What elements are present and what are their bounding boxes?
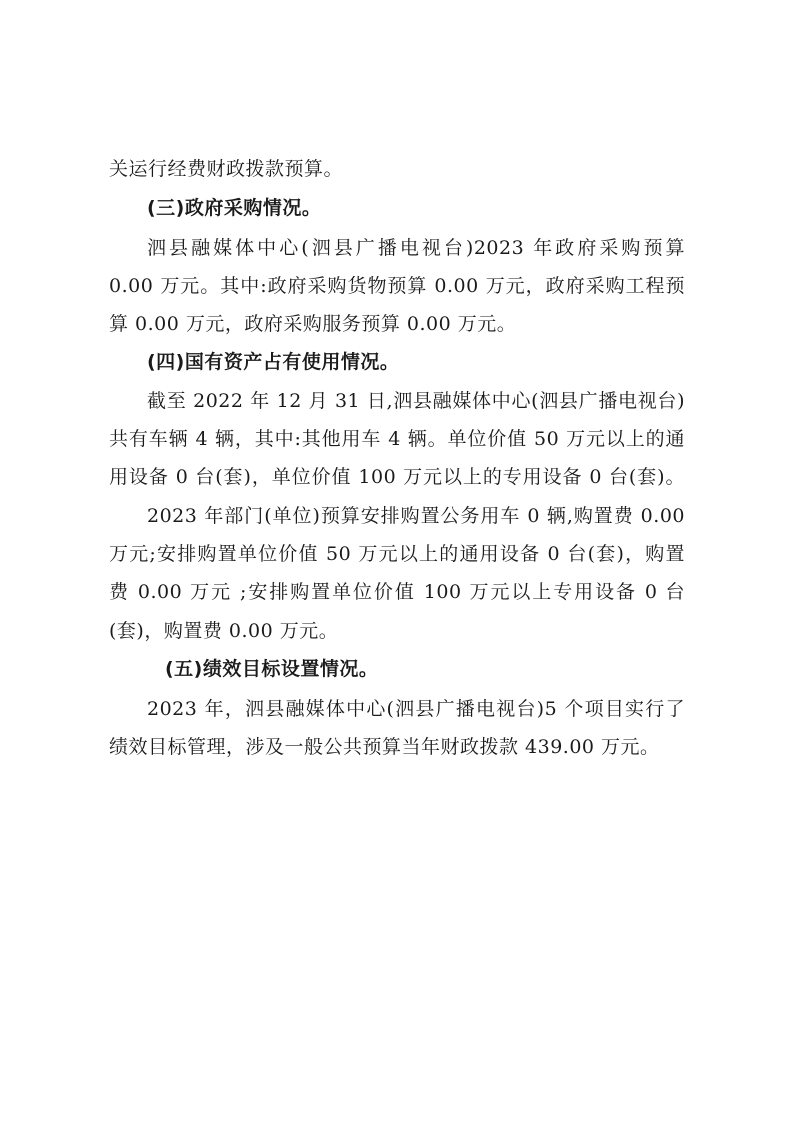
paragraph-line: 万元;安排购置单位价值 50 万元以上的通用设备 0 台(套)，购置 — [109, 543, 685, 565]
paragraph-line: 0.00 万元。其中:政府采购货物预算 0.00 万元，政府采购工程预 — [109, 275, 685, 297]
paragraph-line: 用设备 0 台(套)，单位价值 100 万元以上的专用设备 0 台(套)。 — [109, 466, 685, 488]
section-heading-performance: (五)绩效目标设置情况。 — [165, 658, 379, 680]
section-heading-procurement: (三)政府采购情况。 — [147, 197, 322, 219]
paragraph-line: 2023 年，泗县融媒体中心(泗县广播电视台)5 个项目实行了 — [147, 698, 685, 720]
paragraph-line: 绩效目标管理，涉及一般公共预算当年财政拨款 439.00 万元。 — [109, 736, 660, 758]
paragraph-line: 共有车辆 4 辆，其中:其他用车 4 辆。单位价值 50 万元以上的通 — [109, 428, 685, 450]
section-heading-assets: (四)国有资产占有使用情况。 — [147, 351, 400, 373]
paragraph-line: 算 0.00 万元，政府采购服务预算 0.00 万元。 — [109, 313, 517, 335]
paragraph-line: 截至 2022 年 12 月 31 日,泗县融媒体中心(泗县广播电视台) — [147, 390, 685, 412]
paragraph-line: (套)，购置费 0.00 万元。 — [109, 620, 339, 642]
paragraph-line: 关运行经费财政拨款预算。 — [109, 158, 344, 180]
paragraph-line: 费 0.00 万元 ;安排购置单位价值 100 万元以上专用设备 0 台 — [109, 581, 685, 603]
paragraph-line: 泗县融媒体中心(泗县广播电视台)2023 年政府采购预算 — [147, 237, 685, 259]
paragraph-line: 2023 年部门(单位)预算安排购置公务用车 0 辆,购置费 0.00 — [147, 505, 685, 527]
